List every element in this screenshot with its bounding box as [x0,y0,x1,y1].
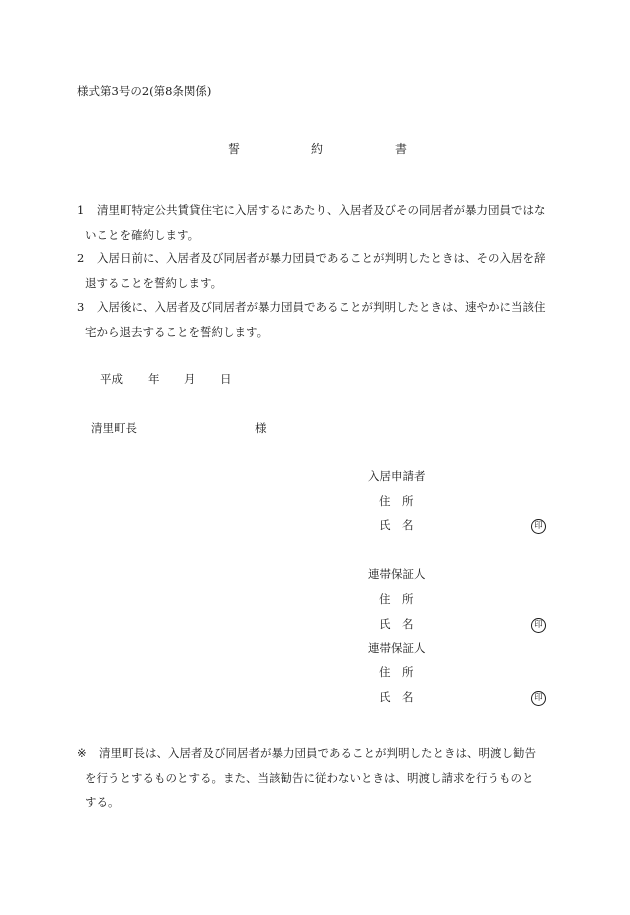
footnote-line-3: する。 [85,795,120,809]
title-char-1: 誓 [228,142,241,156]
date-day: 日 [220,372,232,386]
date-era: 平成 [100,372,123,386]
date-month: 月 [184,372,196,386]
title-char-3: 書 [395,142,408,156]
seal-mark-icon: 印 [531,519,546,534]
seal-mark-icon: 印 [531,618,546,633]
clause-text-line-1: 入居後に、入居者及び同居者が暴力団員であることが判明したときは、速やかに当該住 [97,300,546,314]
guarantor-name-label: 氏 名 [379,690,414,704]
guarantor-name-label: 氏 名 [379,617,414,631]
clause-text-line-2: 宅から退去することを誓約します。 [85,324,269,339]
footnote-line-1: 清里町長は、入居者及び同居者が暴力団員であることが判明したときは、明渡し勧告 [99,746,536,760]
guarantor-role: 連帯保証人 [368,641,426,655]
date-year: 年 [148,372,160,386]
addressee-name: 清里町長 [91,421,137,435]
clause-1 [77,198,559,247]
guarantor-role: 連帯保証人 [368,567,426,581]
clause-text-line-1: 入居日前に、入居者及び同居者が暴力団員であることが判明したときは、その入居を辞 [97,251,546,265]
addressee-honorific: 様 [255,421,267,435]
clause-text-line-1: 清里町特定公共賃貸住宅に入居するにあたり、入居者及びその同居者が暴力団員ではな [97,203,546,217]
footnote-line-2: を行うとするものとする。また、当該勧告に従わないときは、明渡し請求を行うものと [85,770,534,785]
clause-3 [77,295,559,344]
applicant-address-label: 住 所 [379,494,414,508]
clause-number: 1 [77,203,85,217]
guarantor-address-label: 住 所 [379,592,414,606]
applicant-role: 入居申請者 [368,469,426,483]
clause-2 [77,246,559,295]
clause-number: 3 [77,300,85,314]
reference-mark-icon: ※ [77,746,87,760]
footnote [77,741,559,815]
clause-text-line-2: 退することを誓約します。 [85,275,223,290]
guarantor-address-label: 住 所 [379,665,414,679]
applicant-name-label: 氏 名 [379,518,414,532]
clause-number: 2 [77,251,85,265]
title-char-2: 約 [311,142,324,156]
seal-mark-icon: 印 [531,691,546,706]
form-number: 様式第3号の2(第8条関係) [77,84,212,98]
clause-text-line-2: いことを確約します。 [85,227,200,242]
